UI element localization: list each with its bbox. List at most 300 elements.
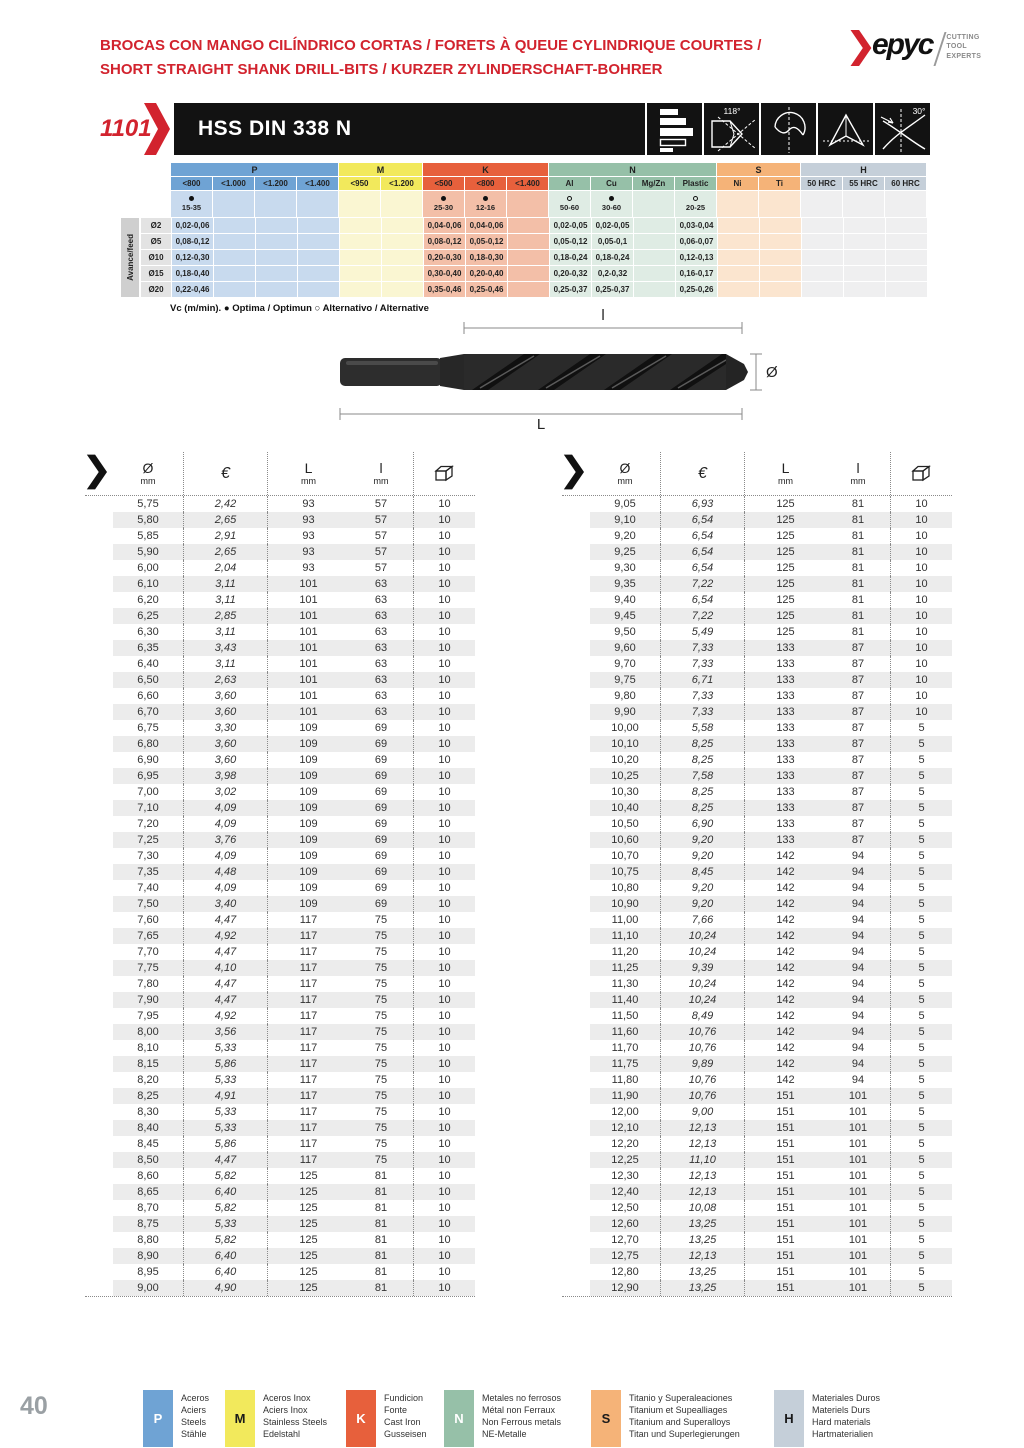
flute-length-cell: 87 [851,690,865,702]
brand-tagline-3: EXPERTS [946,52,982,60]
diameter-cell: 11,30 [611,978,639,990]
legend-line: Titanium et Supealliages [629,1405,728,1416]
price-row [562,496,952,512]
legend-line: Titan und Superlegierungen [629,1429,740,1440]
price-cell: 5,49 [660,624,744,640]
speed-value-cell [886,282,927,297]
pack-qty-cell: 10 [413,1184,475,1200]
price-row [562,1072,952,1088]
speed-subheader: <1.400 [507,177,548,190]
legend-item-N [444,1390,561,1447]
row-gutter [562,720,590,736]
price-row [562,1152,952,1168]
flute-length-cell: 75 [374,978,388,990]
diameter-cell: 6,95 [113,768,183,784]
overall-length-cell: 117 [267,1152,349,1168]
speed-value-cell [802,218,843,233]
flute-length-cell: 101 [826,1184,890,1200]
row-gutter [562,1008,590,1024]
pack-qty-cell: 10 [413,1120,475,1136]
col-title: L [781,459,790,476]
diameter-cell: 12,70 [611,1234,639,1246]
row-gutter [85,592,113,608]
speed-vc-cell [507,191,548,217]
speed-value-cell: 0,20-0,40 [466,266,507,281]
diameter-cell: 9,45 [590,608,660,624]
row-gutter [85,1264,113,1280]
row-gutter [85,576,113,592]
legend-line: Aceros [181,1393,210,1403]
pack-qty-cell: 10 [413,1104,475,1120]
price-row [85,608,475,624]
diameter-cell: 11,90 [590,1088,660,1104]
row-gutter [562,1280,590,1296]
row-gutter [85,704,113,720]
price-row [85,736,475,752]
speed-vc-cell [675,191,716,217]
overall-length-cell: 133 [744,768,826,784]
flute-length-cell: 69 [349,800,413,816]
pack-qty-cell: 5 [890,1280,952,1296]
speed-value-cell [382,250,423,265]
diameter-cell: 11,60 [590,1024,660,1040]
row-gutter [562,800,590,816]
price-cell: 4,48 [183,864,267,880]
legend-item-P [143,1390,209,1447]
pack-qty-cell: 5 [890,1072,952,1088]
overall-length-cell: 117 [267,1040,349,1056]
price-cell: 9,20 [660,848,744,864]
diameter-cell: 10,25 [590,768,660,784]
legend-line: Aciers [181,1405,207,1416]
legend-line: Materiels Durs [812,1405,871,1416]
flute-length-cell: 75 [374,914,388,926]
speed-vc-value: 50-60 [559,203,580,212]
flute-length-cell: 87 [826,736,890,752]
diameter-cell: 9,30 [614,562,636,574]
legend-box-K: K [346,1390,376,1447]
price-cell: 4,09 [183,848,267,864]
diameter-cell: 8,75 [113,1216,183,1232]
speed-value-cell: 0,02-0,06 [172,218,213,233]
overall-length-cell: 117 [267,1072,349,1088]
diameter-cell: 8,20 [137,1074,159,1086]
price-row [562,1168,952,1184]
legend-line: Métal non Ferraux [482,1405,556,1416]
price-cell: 4,09 [183,800,267,816]
overall-length-cell: 125 [267,1280,349,1296]
speed-value-cell [844,234,885,249]
price-row [85,864,475,880]
flute-length-cell: 63 [349,704,413,720]
overall-length-cell: 142 [744,1008,826,1024]
row-gutter [85,848,113,864]
speed-value-cell [802,282,843,297]
diameter-cell: 7,10 [113,800,183,816]
pack-qty-cell: 10 [413,800,475,816]
speed-value-cell [298,250,339,265]
overall-length-cell: 117 [267,960,349,976]
price-row [85,512,475,528]
speed-sub-spacer [121,177,170,190]
flute-length-cell: 75 [349,1120,413,1136]
flute-length-cell: 101 [826,1152,890,1168]
diameter-row-label: Ø15 [141,266,171,281]
price-cell: 3,11 [183,656,267,672]
row-gutter [562,784,590,800]
price-cell: 3,40 [183,896,267,912]
section-chevron-icon [85,452,113,495]
row-gutter [85,992,113,1008]
overall-length-cell: 93 [267,560,349,576]
overall-length-cell: 117 [267,1056,349,1072]
pack-qty-cell: 5 [890,800,952,816]
row-gutter [562,1056,590,1072]
price-row [562,528,952,544]
speed-value-cell: 0,05-0,12 [466,234,507,249]
price-row [562,1136,952,1152]
flute-length-cell: 101 [848,1202,868,1214]
row-gutter [85,528,113,544]
pack-qty-cell: 10 [413,976,475,992]
overall-length-cell: 109 [267,832,349,848]
speed-value-cell [382,234,423,249]
pack-qty-cell: 10 [413,544,475,560]
price-cell: 3,60 [183,704,267,720]
flute-length-cell: 63 [374,594,388,606]
price-row [85,496,475,512]
price-row [85,528,475,544]
pack-qty-cell: 10 [413,736,475,752]
flute-length-cell: 75 [374,1074,388,1086]
flute-length-cell: 81 [349,1184,413,1200]
row-gutter [85,544,113,560]
row-gutter [562,736,590,752]
overall-length-cell: 151 [744,1232,826,1248]
price-row [562,832,952,848]
diameter-cell: 10,10 [590,736,660,752]
legend-line: Metales no ferrosos [482,1393,562,1403]
diameter-cell: 11,10 [590,928,660,944]
flute-length-cell: 94 [851,946,865,958]
price-cell: 2,91 [183,528,267,544]
diameter-cell: 8,90 [113,1248,183,1264]
diameter-cell: 9,70 [614,658,636,670]
speed-subheader-row [121,177,926,190]
brand-tagline-2: TOOL [946,43,967,51]
legend-box-N: N [444,1390,474,1447]
price-cell: 6,40 [183,1264,267,1280]
diameter-cell: 7,25 [113,832,183,848]
overall-length-cell: 125 [744,576,826,592]
row-gutter [85,736,113,752]
price-row [85,1120,475,1136]
legend-box-S: S [591,1390,621,1447]
speed-subheader: 50 HRC [801,177,842,190]
overall-length-cell: 133 [744,800,826,816]
overall-length-cell: 151 [744,1136,826,1152]
price-row [562,592,952,608]
speed-value-cell [340,282,381,297]
price-row [85,1168,475,1184]
speed-value-cell: 0,12-0,13 [676,250,717,265]
row-gutter [562,976,590,992]
legend-line: Gusseisen [384,1429,427,1440]
price-row [562,976,952,992]
price-cell: 6,54 [660,528,744,544]
speed-vc-cell [843,191,884,217]
pack-qty-cell: 5 [890,864,952,880]
overall-length-cell: 109 [267,816,349,832]
speed-vc-value: 25-30 [433,203,454,212]
flute-length-cell: 69 [374,722,388,734]
col-unit: mm [140,476,156,487]
overall-length-cell: 117 [267,1088,349,1104]
price-cell: 9,20 [660,896,744,912]
speed-value-cell [844,250,885,265]
pack-qty-cell: 5 [890,1216,952,1232]
pack-qty-cell: 10 [413,912,475,928]
price-row [562,848,952,864]
price-row [85,992,475,1008]
diameter-label: Ø [766,364,778,381]
overall-length-cell: 125 [267,1168,349,1184]
legend-line: Stainless Steels [263,1417,328,1428]
pack-qty-cell: 10 [890,496,952,512]
flute-length-cell: 75 [374,1138,388,1150]
pack-qty-cell: 10 [890,704,952,720]
price-col-header-3 [826,452,890,495]
speed-value-cell [298,282,339,297]
pack-qty-cell: 10 [413,944,475,960]
flute-length-cell: 94 [826,992,890,1008]
legend-line: Non Ferrous metals [482,1417,562,1428]
pack-qty-cell: 10 [413,560,475,576]
diameter-row-label: Ø5 [141,234,171,249]
overall-length-cell: 101 [267,592,349,608]
price-row [85,704,475,720]
flute-length-cell: 94 [851,1074,865,1086]
row-gutter [85,656,113,672]
price-row [85,1040,475,1056]
page-title [100,34,761,82]
price-cell: 4,92 [183,928,267,944]
pack-qty-cell: 10 [413,1200,475,1216]
price-cell: 8,49 [660,1008,744,1024]
speed-value-cell [760,250,801,265]
row-gutter [85,960,113,976]
overall-length-cell: 142 [744,976,826,992]
price-row [562,912,952,928]
row-gutter [85,768,113,784]
brand-tagline [946,30,981,61]
price-cell: 12,13 [660,1184,744,1200]
price-row [85,960,475,976]
flute-length-cell: 101 [848,1106,868,1118]
price-cell: 10,24 [660,976,744,992]
pack-qty-cell: 5 [890,848,952,864]
speed-vc-value: 20-25 [685,203,706,212]
overall-length-cell: 101 [267,608,349,624]
price-row [85,576,475,592]
flute-length-cell: 81 [374,1266,388,1278]
price-row [562,672,952,688]
overall-length-cell: 93 [267,528,349,544]
pack-qty-cell: 10 [890,688,952,704]
speed-value-cell [382,266,423,281]
pack-qty-cell: 10 [413,512,475,528]
price-row [562,1216,952,1232]
price-cell: 3,43 [183,640,267,656]
row-gutter [85,640,113,656]
diameter-cell: 9,60 [590,640,660,656]
row-gutter [562,928,590,944]
pack-qty-cell: 10 [413,1040,475,1056]
diameter-cell: 8,40 [113,1120,183,1136]
pack-qty-cell: 10 [413,960,475,976]
speed-subheader: <1.400 [297,177,338,190]
price-cell: 4,47 [183,976,267,992]
flute-length-cell: 69 [374,818,388,830]
col-unit: mm [778,476,793,487]
price-row [562,576,952,592]
overall-length-cell: 133 [744,752,826,768]
pack-qty-cell: 10 [413,832,475,848]
legend-text-S [629,1390,740,1447]
flute-length-cell: 69 [349,768,413,784]
pack-qty-cell: 10 [890,672,952,688]
diameter-cell: 8,50 [113,1152,183,1168]
pack-qty-cell: 10 [890,656,952,672]
flute-length-cell: 94 [826,864,890,880]
overall-length-cell: 117 [267,992,349,1008]
speed-vc-cell [339,191,380,217]
flute-length-cell: 69 [374,786,388,798]
flute-length-cell: 63 [349,672,413,688]
speed-value-cell [802,234,843,249]
pack-qty-cell: 5 [890,1184,952,1200]
banner-chevron-icon [144,103,170,155]
flute-length-cell: 81 [851,530,865,542]
pack-qty-cell: 5 [890,1248,952,1264]
row-gutter [85,1008,113,1024]
price-cell: 2,04 [183,560,267,576]
overall-length-cell: 151 [744,1088,826,1104]
diameter-cell: 10,00 [611,722,639,734]
flute-length-cell: 94 [851,1010,865,1022]
row-gutter [562,576,590,592]
page-number: 40 [20,1392,48,1420]
diameter-cell: 12,60 [590,1216,660,1232]
speed-vc-spacer [121,191,170,217]
speed-value-cell: 0,25-0,37 [592,282,633,297]
flute-length-cell: 87 [851,818,865,830]
diameter-cell: 11,40 [590,992,660,1008]
flute-length-cell: 69 [349,736,413,752]
row-gutter [562,1264,590,1280]
legend-text-N [482,1390,561,1447]
diameter-cell: 7,80 [137,978,159,990]
price-row [562,992,952,1008]
speed-value-cell [634,250,675,265]
price-col-header-3 [349,452,413,495]
flute-length-cell: 69 [374,850,388,862]
flute-length-cell: 87 [851,754,865,766]
diameter-cell: 8,10 [137,1042,159,1054]
speed-value-cell [214,266,255,281]
row-gutter [562,608,590,624]
diameter-cell: 9,35 [590,576,660,592]
overall-length-cell: 142 [744,928,826,944]
price-row [85,1024,475,1040]
row-gutter [562,1040,590,1056]
price-row [85,688,475,704]
overall-length-cell: 109 [267,800,349,816]
row-gutter [85,1184,113,1200]
optimal-dot-icon [483,196,488,201]
overall-length-cell: 101 [267,688,349,704]
pack-qty-cell: 5 [890,1120,952,1136]
overall-length-cell: 117 [267,928,349,944]
col-unit: mm [373,476,389,487]
speed-value-cell [256,234,297,249]
price-row [562,1200,952,1216]
price-cell: 5,86 [183,1136,267,1152]
speed-value-cell [256,282,297,297]
price-row [562,1264,952,1280]
price-cell: 12,13 [660,1136,744,1152]
overall-length-cell: 125 [744,528,826,544]
price-row [85,1152,475,1168]
diameter-cell: 10,50 [611,818,639,830]
price-row [562,816,952,832]
speed-vc-value: 30-60 [601,203,622,212]
flute-length-cell: 75 [349,960,413,976]
optimal-dot-icon [609,196,614,201]
flute-length-cell: 81 [374,1234,388,1246]
overall-length-cell: 133 [744,784,826,800]
speed-value-cell [298,234,339,249]
flute-length-cell: 87 [851,722,865,734]
flute-length-cell: 75 [349,1088,413,1104]
row-gutter [562,528,590,544]
price-row [85,1184,475,1200]
price-table-body [562,496,952,1297]
price-cell: 10,76 [660,1088,744,1104]
row-gutter [562,944,590,960]
flute-length-cell: 101 [826,1216,890,1232]
speed-vc-cell [591,191,632,217]
price-row [562,512,952,528]
brand-logo [848,30,981,66]
speed-value-cell [634,218,675,233]
pack-qty-cell: 10 [413,720,475,736]
price-cell: 4,47 [183,912,267,928]
pack-qty-cell: 10 [890,640,952,656]
material-group-S: S [717,163,800,176]
price-cell: 2,63 [183,672,267,688]
flute-length-cell: 101 [848,1138,868,1150]
price-cell: 8,25 [660,800,744,816]
speed-value-cell [886,234,927,249]
price-row [85,880,475,896]
diameter-cell: 10,40 [590,800,660,816]
price-row [562,736,952,752]
price-row [562,1248,952,1264]
overall-length-cell: 151 [744,1104,826,1120]
price-cell: 6,40 [183,1248,267,1264]
speed-value-cell: 0,04-0,06 [424,218,465,233]
